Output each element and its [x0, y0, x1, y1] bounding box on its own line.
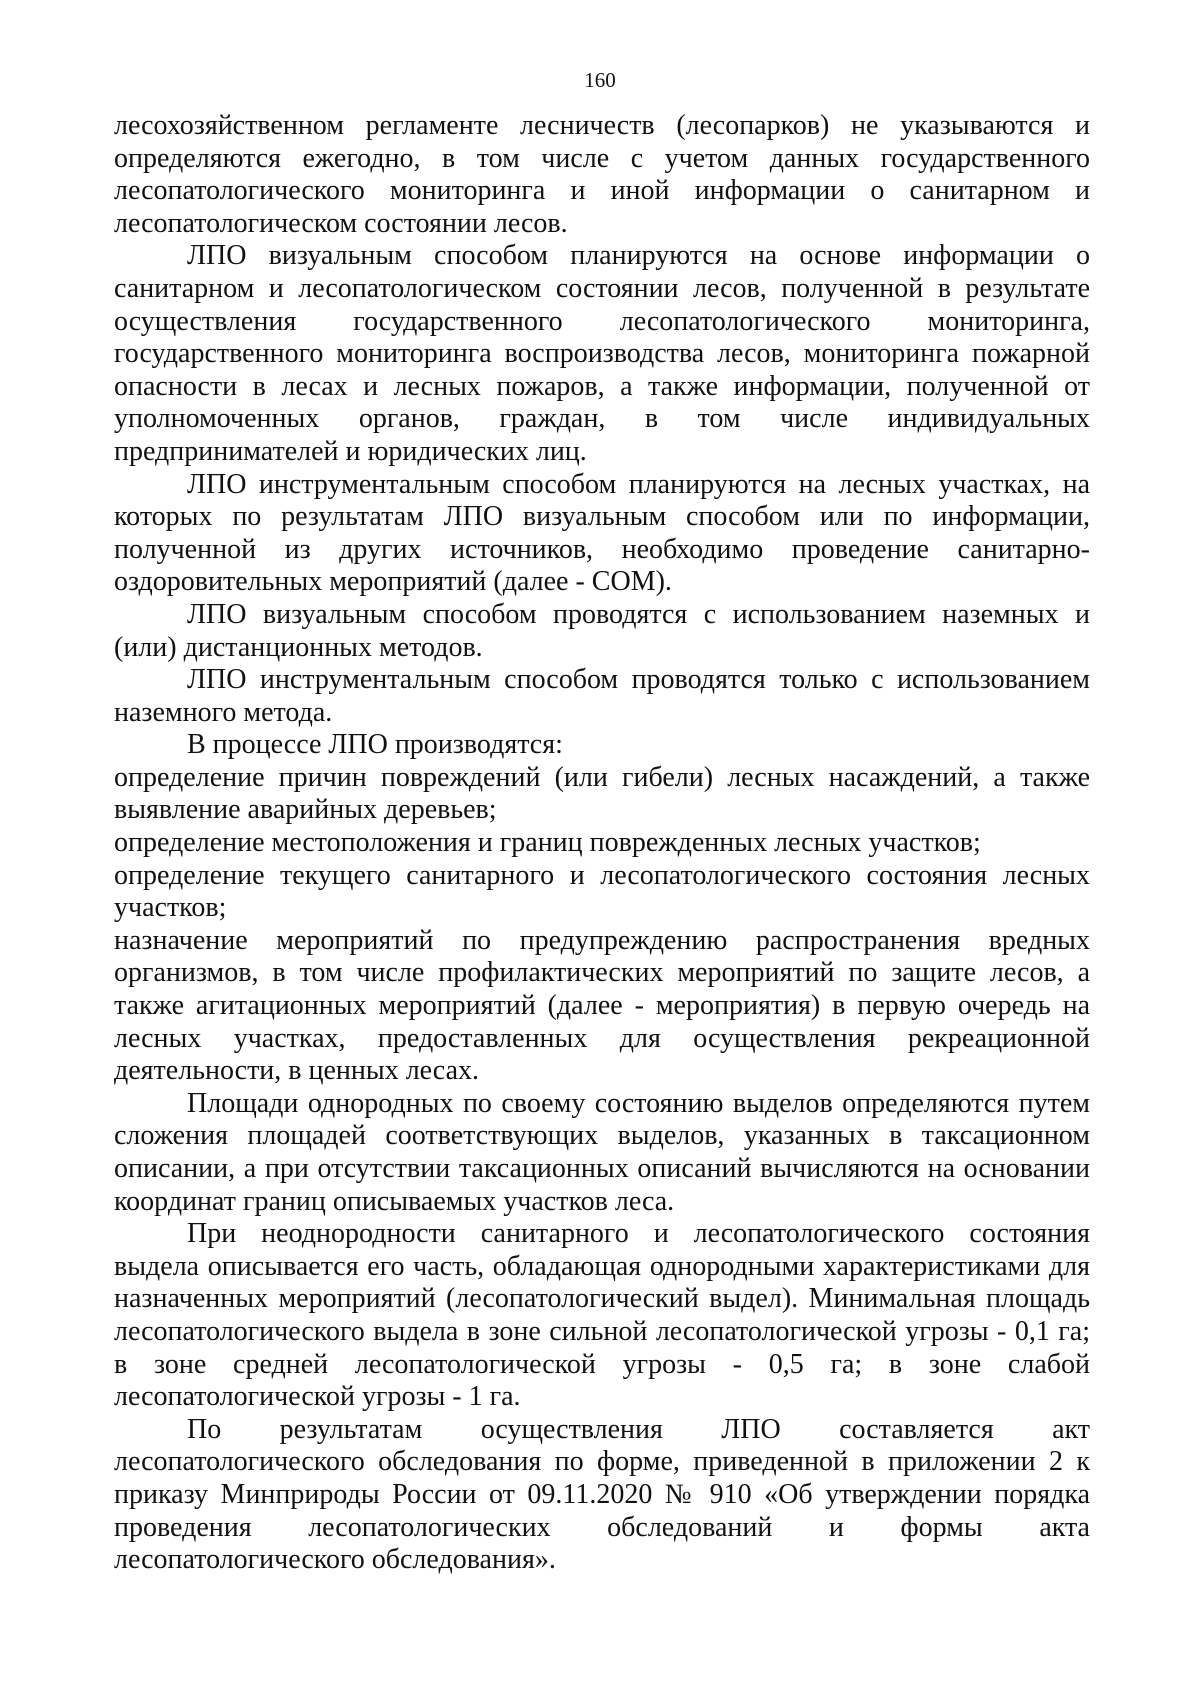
paragraph-2: ЛПО визуальным способом планируются на основе информации о санитарном и лесопатологическом состоянии лесов, полученной в результате осуществления государственного лесопатологического мониторинга, государственного мониторинга воспроизводства лесов, мониторинга пожарной опасности в лесах и лесных пожаров, а также информации, полученной от уполномоченных органов, граждан, в том числе индивидуальных предпринимателей и юридических лиц. — [114, 240, 1090, 467]
list-item-4: назначение мероприятий по предупреждению распространения вредных организмов, в том числе профилактических мероприятий по защите лесов, а также агитационных мероприятий (далее - мероприятия) в первую очередь на лесных участках, предоставленных для осуществления рекреационной деятельности, в ценных лесах. — [114, 924, 1090, 1087]
list-item-1: определение причин повреждений (или гибели) лесных насаждений, а также выявление аварийных деревьев; — [114, 761, 1090, 826]
list-item-3: определение текущего санитарного и лесопатологического состояния лесных участков; — [114, 859, 1090, 924]
paragraph-1: лесохозяйственном регламенте лесничеств (лесопарков) не указываются и определяются ежегодно, в том числе с учетом данных государственного лесопатологического мониторинга и иной информации о санитарном и лесопатологическом состоянии лесов. — [114, 110, 1090, 239]
paragraph-7: Площади однородных по своему состоянию выделов определяются путем сложения площадей соответствующих выделов, указанных в таксационном описании, а при отсутствии таксационных описаний вычисляются на основании координат границ описываемых участков леса. — [114, 1087, 1090, 1217]
paragraph-6: В процессе ЛПО производятся: — [187, 729, 563, 761]
paragraph-5: ЛПО инструментальным способом проводятся только с использованием наземного метода. — [114, 664, 1090, 728]
document-body — [114, 110, 1090, 1577]
list-item-2: определение местоположения и границ поврежденных лесных участков; — [114, 827, 981, 859]
paragraph-4: ЛПО визуальным способом проводятся с использованием наземных и (или) дистанционных методов. — [114, 598, 1090, 663]
paragraph-9: По результатам осуществления ЛПО составляется акт лесопатологического обследования по форме, приведенной в приложении 2 к приказу Минприроды России от 09.11.2020 № 910 «Об утверждении порядка проведения лесопатологических обследований и формы акта лесопатологического обследования». — [114, 1413, 1090, 1576]
paragraph-8: При неоднородности санитарного и лесопатологического состояния выдела описывается его часть, обладающая однородными характеристиками для назначенных мероприятий (лесопатологический выдел). Минимальная площадь лесопатологического выдела в зоне сильной лесопатологической угрозы - 0,1 га; в зоне средней лесопатологической угрозы - 0,5 га; в зоне слабой лесопатологической угрозы - 1 га. — [114, 1218, 1090, 1413]
page-number: 160 — [584, 68, 616, 92]
paragraph-3: ЛПО инструментальным способом планируются на лесных участках, на которых по результатам ЛПО визуальным способом или по информации, полученной из других источников, необходимо проведение санитарно-оздоровительных мероприятий (далее - СОМ). — [114, 468, 1090, 598]
